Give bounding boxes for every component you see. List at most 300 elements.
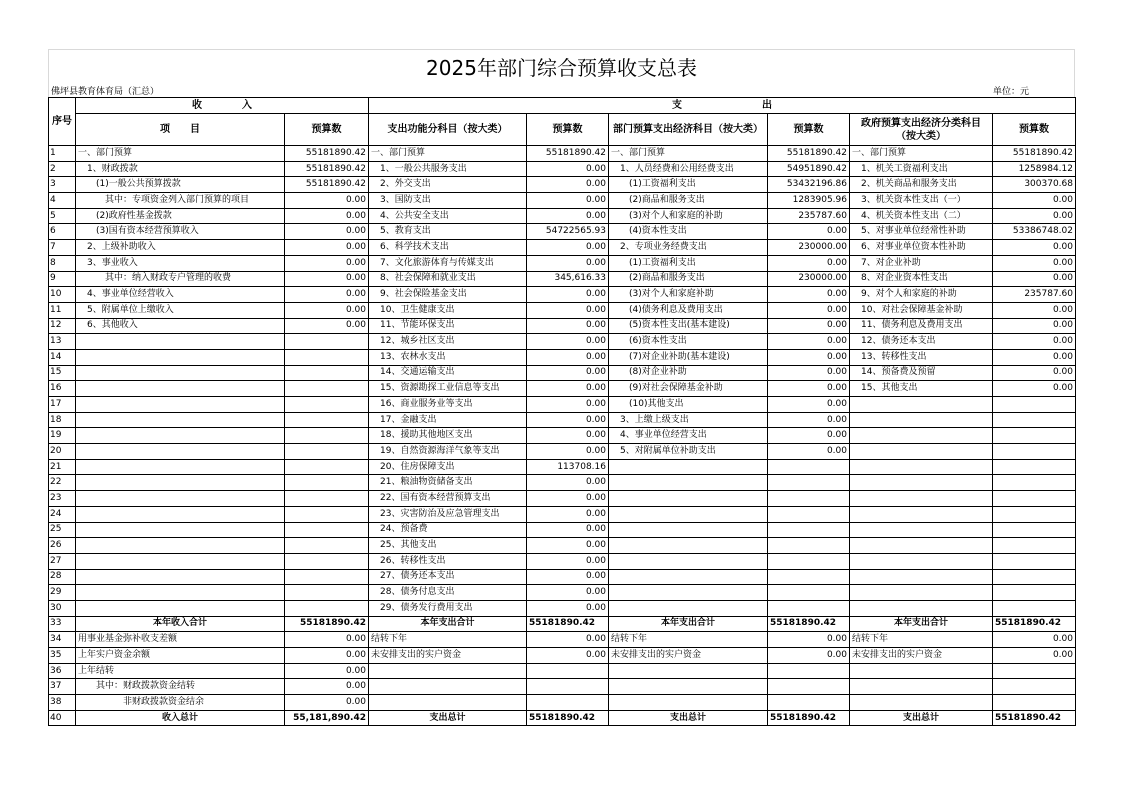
item-label xyxy=(609,585,768,601)
item-label xyxy=(76,444,285,460)
item-label xyxy=(850,585,993,601)
table-row xyxy=(49,334,1076,350)
item-label xyxy=(76,522,285,538)
item-label: (7)对企业补助(基本建设) xyxy=(609,349,768,365)
header-row-columns xyxy=(49,114,1076,146)
budget-value xyxy=(768,585,850,601)
item-label: 未安排支出的实户资金 xyxy=(369,648,527,664)
budget-value xyxy=(285,600,369,616)
item-label xyxy=(76,569,285,585)
budget-value: 0.00 xyxy=(527,632,609,648)
budget-value: 55181890.42 xyxy=(993,146,1076,162)
table-row xyxy=(49,240,1076,256)
item-label: (3)国有资本经营预算收入 xyxy=(76,224,285,240)
budget-value: 0.00 xyxy=(527,381,609,397)
budget-value xyxy=(993,553,1076,569)
table-row xyxy=(49,397,1076,413)
item-label: 8、对企业资本性支出 xyxy=(850,271,993,287)
header-row-groups xyxy=(49,98,1076,114)
item-label: 13、转移性支出 xyxy=(850,349,993,365)
table-row xyxy=(49,224,1076,240)
row-number: 5 xyxy=(49,208,76,224)
budget-value xyxy=(285,522,369,538)
item-label: 5、附属单位上缴收入 xyxy=(76,302,285,318)
item-label: 4、机关资本性支出（二） xyxy=(850,208,993,224)
item-label: 5、对附属单位补助支出 xyxy=(609,444,768,460)
item-label xyxy=(850,600,993,616)
item-label: 24、预备费 xyxy=(369,522,527,538)
item-label: (8)对企业补助 xyxy=(609,365,768,381)
budget-value xyxy=(285,475,369,491)
item-label xyxy=(76,428,285,444)
budget-value: 0.00 xyxy=(527,208,609,224)
budget-value: 0.00 xyxy=(527,161,609,177)
item-label xyxy=(76,412,285,428)
header-budget: 预算数 xyxy=(993,114,1076,146)
total-label: 支出总计 xyxy=(369,710,527,726)
budget-value: 0.00 xyxy=(527,475,609,491)
budget-value: 0.00 xyxy=(768,287,850,303)
budget-value: 0.00 xyxy=(993,255,1076,271)
table-row xyxy=(49,569,1076,585)
table-row xyxy=(49,255,1076,271)
item-label: 19、自然资源海洋气象等支出 xyxy=(369,444,527,460)
item-label xyxy=(850,679,993,695)
budget-value xyxy=(285,538,369,554)
budget-value: 55181890.42 xyxy=(527,146,609,162)
item-label: (9)对社会保障基金补助 xyxy=(609,381,768,397)
item-label: 21、粮油物资储备支出 xyxy=(369,475,527,491)
budget-value: 0.00 xyxy=(993,318,1076,334)
total-value: 55181890.42 xyxy=(527,710,609,726)
item-label: (4)资本性支出 xyxy=(609,224,768,240)
item-label xyxy=(76,600,285,616)
budget-sheet xyxy=(48,49,1075,726)
budget-value: 0.00 xyxy=(993,302,1076,318)
budget-value: 0.00 xyxy=(527,349,609,365)
budget-value: 0.00 xyxy=(768,302,850,318)
item-label: (2)政府性基金拨款 xyxy=(76,208,285,224)
budget-value: 230000.00 xyxy=(768,271,850,287)
table-row xyxy=(49,679,1076,695)
row-number: 34 xyxy=(49,632,76,648)
table-row xyxy=(49,444,1076,460)
budget-value: 300370.68 xyxy=(993,177,1076,193)
budget-value xyxy=(993,663,1076,679)
budget-value: 0.00 xyxy=(993,193,1076,209)
item-label xyxy=(609,663,768,679)
budget-value: 0.00 xyxy=(527,569,609,585)
item-label: 2、外交支出 xyxy=(369,177,527,193)
budget-value: 0.00 xyxy=(768,632,850,648)
item-label xyxy=(609,569,768,585)
budget-value xyxy=(768,695,850,711)
row-number: 10 xyxy=(49,287,76,303)
item-label: 22、国有资本经营预算支出 xyxy=(369,491,527,507)
row-number: 20 xyxy=(49,444,76,460)
budget-value xyxy=(768,506,850,522)
budget-value xyxy=(285,365,369,381)
total-value: 55181890.42 xyxy=(285,616,369,632)
row-number: 4 xyxy=(49,193,76,209)
budget-value xyxy=(285,381,369,397)
budget-value xyxy=(285,553,369,569)
item-label: 11、债务利息及费用支出 xyxy=(850,318,993,334)
item-label: 5、对事业单位经常性补助 xyxy=(850,224,993,240)
budget-value xyxy=(993,506,1076,522)
table-row xyxy=(49,177,1076,193)
item-label: 26、转移性支出 xyxy=(369,553,527,569)
budget-value xyxy=(993,600,1076,616)
item-label xyxy=(76,397,285,413)
budget-value: 0.00 xyxy=(285,318,369,334)
item-label: 3、机关资本性支出（一） xyxy=(850,193,993,209)
budget-value xyxy=(527,663,609,679)
item-label: 5、教育支出 xyxy=(369,224,527,240)
row-number: 27 xyxy=(49,553,76,569)
table-row xyxy=(49,632,1076,648)
item-label: 6、科学技术支出 xyxy=(369,240,527,256)
item-label: 3、上缴上级支出 xyxy=(609,412,768,428)
item-label: 1、一般公共服务支出 xyxy=(369,161,527,177)
item-label: 20、住房保障支出 xyxy=(369,459,527,475)
table-row xyxy=(49,302,1076,318)
item-label xyxy=(76,334,285,350)
row-number: 7 xyxy=(49,240,76,256)
item-label xyxy=(369,663,527,679)
row-number: 11 xyxy=(49,302,76,318)
item-label xyxy=(850,569,993,585)
budget-value xyxy=(993,412,1076,428)
budget-value: 0.00 xyxy=(768,397,850,413)
item-label xyxy=(850,522,993,538)
item-label: 16、商业服务业等支出 xyxy=(369,397,527,413)
budget-value: 0.00 xyxy=(285,302,369,318)
item-label xyxy=(369,695,527,711)
item-label: 其中：专项资金列入部门预算的项目 xyxy=(76,193,285,209)
budget-value xyxy=(285,412,369,428)
row-number: 36 xyxy=(49,663,76,679)
budget-value: 0.00 xyxy=(768,349,850,365)
item-label: (1)一般公共预算拨款 xyxy=(76,177,285,193)
item-label xyxy=(850,553,993,569)
budget-value: 0.00 xyxy=(527,255,609,271)
budget-value xyxy=(993,397,1076,413)
table-row xyxy=(49,600,1076,616)
item-label: 25、其他支出 xyxy=(369,538,527,554)
table-row xyxy=(49,522,1076,538)
header-expense: 支 出 xyxy=(369,98,1076,114)
budget-value xyxy=(993,538,1076,554)
budget-value xyxy=(285,397,369,413)
budget-value: 230000.00 xyxy=(768,240,850,256)
budget-value: 0.00 xyxy=(527,318,609,334)
budget-value: 0.00 xyxy=(527,193,609,209)
item-label: 29、债务发行费用支出 xyxy=(369,600,527,616)
table-row xyxy=(49,193,1076,209)
item-label: (3)对个人和家庭的补助 xyxy=(609,208,768,224)
row-number: 19 xyxy=(49,428,76,444)
item-label xyxy=(850,444,993,460)
item-label: 2、机关商品和服务支出 xyxy=(850,177,993,193)
item-label: 非财政拨款资金结余 xyxy=(76,695,285,711)
row-number: 29 xyxy=(49,585,76,601)
header-budget: 预算数 xyxy=(768,114,850,146)
budget-value: 0.00 xyxy=(527,506,609,522)
total-label: 支出总计 xyxy=(850,710,993,726)
item-label: 14、交通运输支出 xyxy=(369,365,527,381)
budget-value: 0.00 xyxy=(285,271,369,287)
table-row xyxy=(49,381,1076,397)
item-label: 9、对个人和家庭的补助 xyxy=(850,287,993,303)
row-number: 9 xyxy=(49,271,76,287)
budget-value: 0.00 xyxy=(527,444,609,460)
item-label xyxy=(76,491,285,507)
grand-total-row xyxy=(49,710,1076,726)
table-row xyxy=(49,271,1076,287)
row-number: 8 xyxy=(49,255,76,271)
item-label: 13、农林水支出 xyxy=(369,349,527,365)
budget-value: 54722565.93 xyxy=(527,224,609,240)
budget-value: 0.00 xyxy=(285,648,369,664)
budget-value xyxy=(768,663,850,679)
row-number: 12 xyxy=(49,318,76,334)
row-number: 1 xyxy=(49,146,76,162)
item-label: (3)对个人和家庭补助 xyxy=(609,287,768,303)
budget-value xyxy=(285,444,369,460)
page-title: 2025年部门综合预算收支总表 xyxy=(48,49,1075,82)
item-label: 一、部门预算 xyxy=(76,146,285,162)
item-label: 4、事业单位经营支出 xyxy=(609,428,768,444)
item-label: 8、社会保障和就业支出 xyxy=(369,271,527,287)
budget-value: 0.00 xyxy=(527,585,609,601)
item-label xyxy=(850,491,993,507)
item-label xyxy=(609,522,768,538)
budget-value: 0.00 xyxy=(527,553,609,569)
row-number: 38 xyxy=(49,695,76,711)
budget-value: 53386748.02 xyxy=(993,224,1076,240)
budget-value xyxy=(527,695,609,711)
budget-value: 0.00 xyxy=(768,412,850,428)
budget-value xyxy=(768,600,850,616)
item-label: (4)债务利息及费用支出 xyxy=(609,302,768,318)
row-number: 35 xyxy=(49,648,76,664)
budget-value: 0.00 xyxy=(527,600,609,616)
item-label xyxy=(609,695,768,711)
item-label: 2、上级补助收入 xyxy=(76,240,285,256)
item-label: 6、对事业单位资本性补助 xyxy=(850,240,993,256)
item-label xyxy=(76,506,285,522)
table-row xyxy=(49,459,1076,475)
item-label: 11、节能环保支出 xyxy=(369,318,527,334)
header-gov-econ: 政府预算支出经济分类科目（按大类） xyxy=(850,114,993,146)
budget-value: 0.00 xyxy=(527,522,609,538)
table-row xyxy=(49,208,1076,224)
budget-value: 113708.16 xyxy=(527,459,609,475)
header-seq: 序号 xyxy=(49,98,76,146)
item-label: 其中：财政拨款资金结转 xyxy=(76,679,285,695)
budget-value xyxy=(285,428,369,444)
item-label: 上年实户资金余额 xyxy=(76,648,285,664)
budget-value: 0.00 xyxy=(285,663,369,679)
budget-value xyxy=(993,475,1076,491)
table-row xyxy=(49,695,1076,711)
table-row xyxy=(49,553,1076,569)
budget-value: 0.00 xyxy=(768,255,850,271)
row-number: 2 xyxy=(49,161,76,177)
table-row xyxy=(49,365,1076,381)
budget-value: 0.00 xyxy=(768,334,850,350)
item-label xyxy=(850,412,993,428)
header-dept-econ: 部门预算支出经济科目（按大类） xyxy=(609,114,768,146)
budget-value xyxy=(993,522,1076,538)
header-func-category: 支出功能分科目（按大类） xyxy=(369,114,527,146)
budget-value xyxy=(285,334,369,350)
item-label xyxy=(850,397,993,413)
budget-value xyxy=(993,444,1076,460)
currency-unit: 单位：元 xyxy=(993,87,1030,97)
budget-value: 0.00 xyxy=(527,334,609,350)
budget-value: 0.00 xyxy=(285,208,369,224)
row-number: 28 xyxy=(49,569,76,585)
budget-value xyxy=(993,695,1076,711)
item-label xyxy=(609,459,768,475)
budget-value: 54951890.42 xyxy=(768,161,850,177)
total-value: 55,181,890.42 xyxy=(285,710,369,726)
item-label: 15、资源勘探工业信息等支出 xyxy=(369,381,527,397)
item-label xyxy=(609,475,768,491)
item-label: (1)工资福利支出 xyxy=(609,177,768,193)
budget-value: 0.00 xyxy=(993,648,1076,664)
item-label xyxy=(609,553,768,569)
item-label: (2)商品和服务支出 xyxy=(609,271,768,287)
budget-value: 55181890.42 xyxy=(285,161,369,177)
item-label: 2、专项业务经费支出 xyxy=(609,240,768,256)
budget-value: 0.00 xyxy=(285,632,369,648)
budget-value xyxy=(285,491,369,507)
row-number: 37 xyxy=(49,679,76,695)
budget-value: 53432196.86 xyxy=(768,177,850,193)
row-number: 23 xyxy=(49,491,76,507)
table-row xyxy=(49,648,1076,664)
total-label: 收入总计 xyxy=(76,710,285,726)
total-label: 本年支出合计 xyxy=(369,616,527,632)
budget-value xyxy=(993,569,1076,585)
budget-value: 0.00 xyxy=(993,349,1076,365)
item-label xyxy=(850,538,993,554)
row-number: 6 xyxy=(49,224,76,240)
budget-value: 1258984.12 xyxy=(993,161,1076,177)
total-label: 支出总计 xyxy=(609,710,768,726)
item-label: 用事业基金弥补收支差额 xyxy=(76,632,285,648)
budget-value: 0.00 xyxy=(527,428,609,444)
item-label xyxy=(76,381,285,397)
total-value: 55181890.42 xyxy=(993,710,1076,726)
row-number: 26 xyxy=(49,538,76,554)
budget-table xyxy=(48,97,1076,726)
budget-value: 0.00 xyxy=(993,208,1076,224)
header-budget: 预算数 xyxy=(285,114,369,146)
budget-value: 0.00 xyxy=(993,365,1076,381)
budget-value: 0.00 xyxy=(527,365,609,381)
item-label: 18、援助其他地区支出 xyxy=(369,428,527,444)
total-value: 55181890.42 xyxy=(993,616,1076,632)
item-label: 3、事业收入 xyxy=(76,255,285,271)
budget-value xyxy=(993,585,1076,601)
item-label: 3、国防支出 xyxy=(369,193,527,209)
budget-value: 0.00 xyxy=(285,255,369,271)
row-number: 25 xyxy=(49,522,76,538)
budget-value: 0.00 xyxy=(527,287,609,303)
row-number: 14 xyxy=(49,349,76,365)
item-label xyxy=(76,475,285,491)
table-row xyxy=(49,491,1076,507)
item-label: (2)商品和服务支出 xyxy=(609,193,768,209)
item-label: 15、其他支出 xyxy=(850,381,993,397)
budget-value: 0.00 xyxy=(285,240,369,256)
item-label xyxy=(76,553,285,569)
budget-value xyxy=(285,506,369,522)
unit-name: 佛坪县教育体育局（汇总） xyxy=(51,87,160,97)
row-number: 15 xyxy=(49,365,76,381)
item-label: 12、城乡社区支出 xyxy=(369,334,527,350)
item-label xyxy=(609,491,768,507)
budget-value: 0.00 xyxy=(993,271,1076,287)
total-value: 55181890.42 xyxy=(768,616,850,632)
item-label xyxy=(850,428,993,444)
item-label: 上年结转 xyxy=(76,663,285,679)
row-number: 21 xyxy=(49,459,76,475)
item-label xyxy=(76,459,285,475)
item-label: 12、债务还本支出 xyxy=(850,334,993,350)
budget-value: 0.00 xyxy=(993,632,1076,648)
budget-value xyxy=(768,459,850,475)
item-label: 1、财政拨款 xyxy=(76,161,285,177)
budget-value: 1283905.96 xyxy=(768,193,850,209)
table-row xyxy=(49,318,1076,334)
budget-value xyxy=(993,459,1076,475)
budget-value: 55181890.42 xyxy=(285,177,369,193)
budget-value: 0.00 xyxy=(768,648,850,664)
total-value: 55181890.42 xyxy=(768,710,850,726)
budget-value: 0.00 xyxy=(285,287,369,303)
item-label: 未安排支出的实户资金 xyxy=(609,648,768,664)
budget-value: 0.00 xyxy=(527,538,609,554)
budget-value: 0.00 xyxy=(285,695,369,711)
row-number: 24 xyxy=(49,506,76,522)
item-label xyxy=(76,365,285,381)
header-item: 项 目 xyxy=(76,114,285,146)
total-value: 55181890.42 xyxy=(527,616,609,632)
item-label xyxy=(76,349,285,365)
item-label: 10、对社会保障基金补助 xyxy=(850,302,993,318)
item-label: 1、人员经费和公用经费支出 xyxy=(609,161,768,177)
item-label: 结转下年 xyxy=(369,632,527,648)
budget-value: 0.00 xyxy=(993,240,1076,256)
budget-value: 55181890.42 xyxy=(768,146,850,162)
table-row xyxy=(49,146,1076,162)
item-label: 结转下年 xyxy=(850,632,993,648)
budget-value xyxy=(285,459,369,475)
meta-row xyxy=(48,82,1075,97)
item-label: 未安排支出的实户资金 xyxy=(850,648,993,664)
budget-value xyxy=(768,491,850,507)
item-label: (5)资本性支出(基本建设) xyxy=(609,318,768,334)
item-label xyxy=(369,679,527,695)
budget-value: 0.00 xyxy=(527,412,609,428)
budget-value: 0.00 xyxy=(768,224,850,240)
budget-value: 55181890.42 xyxy=(285,146,369,162)
